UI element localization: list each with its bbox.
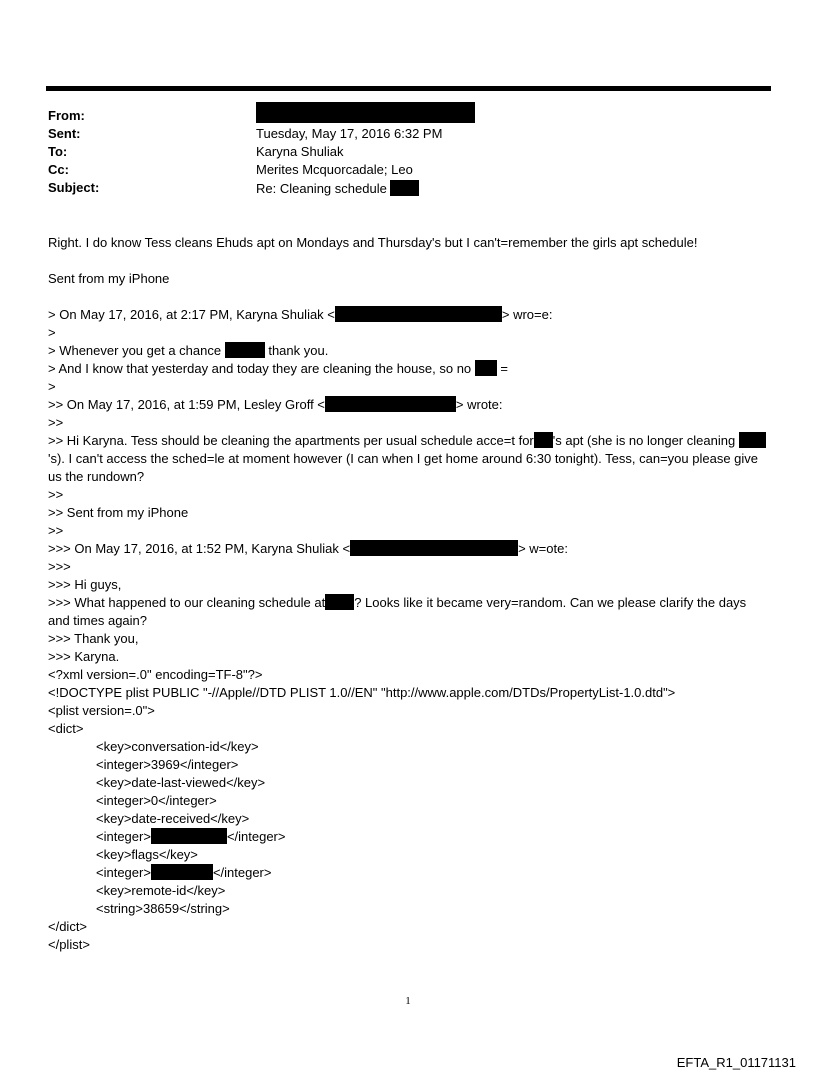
- quote-line: >>> Hi guys,: [48, 577, 122, 592]
- quote-paragraph: [48, 432, 768, 486]
- quote-line: >>: [48, 523, 64, 538]
- quote-text: 's apt (she is no longer cleaning: [552, 433, 736, 448]
- xml-line: <?xml version=.0" encoding=TF-8"?>: [48, 667, 263, 682]
- xml-line: <dict>: [48, 721, 84, 736]
- quote-line: >>> Karyna.: [48, 649, 120, 664]
- xml-line: <key>remote-id</key>: [96, 883, 226, 898]
- page-number: 1: [405, 995, 411, 1007]
- xml-line: [96, 828, 285, 846]
- cc-value: Merites Mcquorcadale; Leo: [256, 162, 413, 177]
- header-rule: [46, 86, 771, 91]
- redaction-block: [350, 540, 518, 556]
- quote-text: > wrote:: [455, 397, 503, 412]
- sent-value: Tuesday, May 17, 2016 6:32 PM: [256, 126, 443, 141]
- redaction-block: [475, 360, 497, 376]
- xml-line: [96, 864, 271, 882]
- redaction-block: [225, 342, 265, 358]
- quote-line: >>: [48, 415, 64, 430]
- quote-text: ? Looks like it became very=random. Can we please clarify the days and times again?: [48, 595, 747, 628]
- from-label: From:: [48, 108, 85, 123]
- redaction-block: [534, 432, 553, 448]
- quote-text: >>> What happened to our cleaning schedule at: [48, 595, 326, 610]
- quote-line: >: [48, 325, 56, 340]
- quote-line: >>: [48, 487, 64, 502]
- xml-line: <key>flags</key>: [96, 847, 198, 862]
- quote-text: >> Hi Karyna. Tess should be cleaning the apartments per usual schedule acce=t for: [48, 433, 534, 448]
- xml-line: <!DOCTYPE plist PUBLIC "-//Apple//DTD PLIST 1.0//EN" "http://www.apple.com/DTDs/PropertyList-1.0.dtd">: [48, 685, 676, 700]
- quote-text: > And I know that yesterday and today they are cleaning the house, so no: [48, 361, 472, 376]
- xml-line: <plist version=.0">: [48, 703, 155, 718]
- quote-line: [48, 342, 328, 360]
- quote-text: > On May 17, 2016, at 2:17 PM, Karyna Shuliak <: [48, 307, 335, 322]
- subject-value: [256, 180, 419, 196]
- quote-text: > Whenever you get a chance: [48, 343, 222, 358]
- quote-line: >>> Thank you,: [48, 631, 139, 646]
- redaction-block: [325, 594, 354, 610]
- xml-text: <integer>: [96, 865, 151, 880]
- xml-text: </integer>: [226, 829, 286, 844]
- from-value: [256, 102, 475, 123]
- redaction-block: [325, 396, 456, 412]
- quote-header-3: [48, 540, 568, 558]
- xml-line: <key>date-received</key>: [96, 811, 250, 826]
- quote-text: =: [500, 361, 508, 376]
- xml-text: <integer>: [96, 829, 151, 844]
- to-value: Karyna Shuliak: [256, 144, 344, 159]
- quote-text: > w=ote:: [518, 541, 568, 556]
- quote-text: >> On May 17, 2016, at 1:59 PM, Lesley Groff <: [48, 397, 325, 412]
- quote-paragraph: [48, 594, 768, 630]
- quote-line: >>>: [48, 559, 71, 574]
- redaction-block: [151, 828, 227, 844]
- bates-number: EFTA_R1_01171131: [676, 1055, 796, 1070]
- signature-line: Sent from my iPhone: [48, 271, 170, 286]
- quote-line: >> Sent from my iPhone: [48, 505, 189, 520]
- quote-text: 's). I can't access the sched=le at moment however (I can when I get home around 6:30 tonight). Tess, can=you please give us the rundown?: [48, 451, 759, 484]
- xml-line: <key>date-last-viewed</key>: [96, 775, 266, 790]
- to-label: To:: [48, 144, 68, 159]
- subject-label: Subject:: [48, 180, 100, 195]
- quote-text: > wro=e:: [501, 307, 553, 322]
- quote-line: [48, 360, 508, 378]
- xml-line: <string>38659</string>: [96, 901, 230, 916]
- xml-line: <integer>3969</integer>: [96, 757, 239, 772]
- redaction-block: [739, 432, 766, 448]
- quote-line: >: [48, 379, 56, 394]
- xml-line: </plist>: [48, 937, 90, 952]
- xml-line: </dict>: [48, 919, 88, 934]
- cc-label: Cc:: [48, 162, 69, 177]
- redaction-block: [390, 180, 419, 196]
- body-line: Right. I do know Tess cleans Ehuds apt on Mondays and Thursday's but I can't=remember the girls apt schedule!: [48, 235, 698, 250]
- quote-text: >>> On May 17, 2016, at 1:52 PM, Karyna Shuliak <: [48, 541, 351, 556]
- xml-line: <integer>0</integer>: [96, 793, 217, 808]
- redaction-block: [151, 864, 213, 880]
- xml-text: </integer>: [212, 865, 272, 880]
- quote-header-2: [48, 396, 503, 414]
- xml-line: <key>conversation-id</key>: [96, 739, 259, 754]
- redaction-block: [335, 306, 502, 322]
- quote-header-1: [48, 306, 552, 324]
- subject-text: Re: Cleaning schedule: [256, 181, 387, 196]
- redaction-block: [256, 102, 475, 123]
- quote-text: thank you.: [264, 343, 329, 358]
- sent-label: Sent:: [48, 126, 81, 141]
